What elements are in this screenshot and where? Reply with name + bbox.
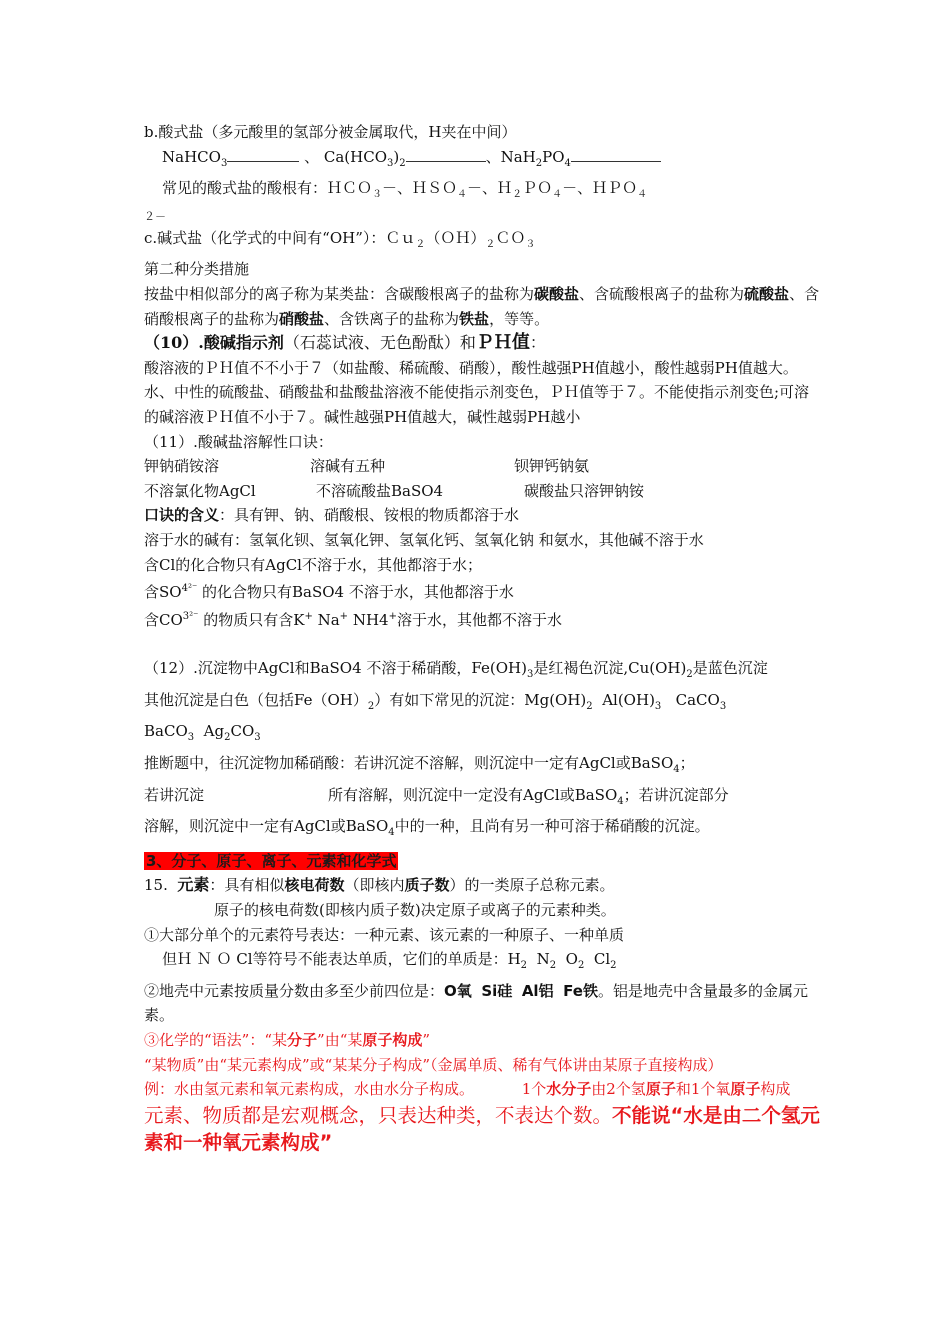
sub: 2 bbox=[577, 960, 585, 972]
sub: 3 bbox=[654, 700, 662, 712]
text: －、Ｈ bbox=[467, 179, 513, 198]
ph-paragraph bbox=[144, 356, 824, 430]
text: NH4 bbox=[348, 610, 389, 629]
element-symbol-exception bbox=[144, 947, 824, 979]
text: 由2个氢 bbox=[591, 1080, 646, 1099]
bold-term: 原子 bbox=[730, 1080, 761, 1099]
crust-elements bbox=[144, 979, 824, 1028]
text: 例：水由氢元素和氧元素构成，水由水分子构成。 bbox=[144, 1080, 475, 1099]
bold-term: 质子数 bbox=[404, 876, 450, 895]
formula: 、NaH bbox=[485, 147, 536, 166]
text: O bbox=[565, 950, 578, 969]
grammar-line bbox=[144, 1028, 824, 1053]
sup: 4²⁻ bbox=[181, 583, 198, 595]
text: 所有溶解，则沉淀中一定没有AgCl或BaSO bbox=[328, 785, 618, 804]
text: N bbox=[536, 950, 550, 969]
text: 常见的酸式盐的酸根有： bbox=[162, 179, 328, 198]
text: CaCO bbox=[675, 690, 720, 709]
bold-term: 口诀的含义 bbox=[144, 506, 220, 525]
text: 含Cl的化合物只有AgCl不溶于水，其他都溶于水； bbox=[144, 555, 482, 574]
sub: 4 bbox=[388, 827, 395, 839]
soluble-bases bbox=[144, 528, 824, 553]
text: 1个 bbox=[521, 1080, 547, 1099]
text: 、含硝酸根离子的盐称为 bbox=[144, 284, 820, 328]
bold-term: Fe铁 bbox=[563, 981, 598, 1000]
sub: ２ bbox=[512, 189, 523, 201]
indicator-heading bbox=[144, 331, 824, 356]
text: 、含硫酸根离子的盐称为 bbox=[579, 284, 745, 303]
bold-term: 硫酸盐 bbox=[744, 284, 790, 303]
sub: ４ bbox=[552, 189, 563, 201]
precipitate-heading bbox=[144, 656, 824, 688]
rhyme: 钡钾钙钠氨 bbox=[514, 457, 590, 476]
text: 。铝是地壳中含量最多的金属元素。 bbox=[144, 981, 808, 1025]
text: ” bbox=[422, 1031, 431, 1049]
acid-radicals-wrap bbox=[144, 208, 824, 226]
text: －、ＨＰＯ bbox=[562, 179, 638, 198]
formula: 、 Ca(HCO bbox=[304, 147, 387, 166]
sub: 2 bbox=[520, 960, 528, 972]
bold-term: 酸碱指示剂 bbox=[203, 333, 284, 353]
text: ）的一类原子总称元素。 bbox=[449, 876, 615, 895]
inference-line-1 bbox=[144, 751, 824, 783]
text: 推断题中，往沉淀物加稀硝酸：若讲沉淀不溶解，则沉淀中一定有AgCl或BaSO bbox=[144, 754, 674, 773]
document-page bbox=[144, 120, 824, 1156]
sub: ３ bbox=[372, 189, 383, 201]
bold-term: 硝酸盐 bbox=[279, 309, 325, 328]
bold-term: 原子 bbox=[645, 1080, 676, 1099]
text: ，等等。 bbox=[489, 309, 550, 328]
sub: 3 bbox=[387, 157, 394, 169]
rhyme: 钾钠硝铵溶 bbox=[144, 457, 220, 476]
sub: 4 bbox=[564, 157, 571, 169]
sub: ２ bbox=[415, 238, 426, 250]
rhyme-row-2 bbox=[144, 479, 824, 504]
text: 溶解，则沉淀中一定有AgCl或BaSO bbox=[144, 817, 389, 836]
text: 含CO bbox=[144, 610, 183, 629]
text: ＣＯ bbox=[495, 228, 526, 247]
text: Al(OH) bbox=[602, 690, 655, 709]
text: ： bbox=[529, 333, 546, 353]
acid-salt-formulas bbox=[144, 145, 824, 177]
blank-line bbox=[571, 147, 661, 162]
text: ①大部分单个的元素符号表达：一种元素、该元素的一种原子、一种单质 bbox=[144, 925, 625, 944]
macro-concept-note bbox=[144, 1102, 824, 1156]
blank-line bbox=[227, 147, 299, 162]
text: （11）.酸碱盐溶解性口诀： bbox=[144, 432, 333, 451]
text: ＰＯ bbox=[522, 179, 553, 198]
rhyme: 碳酸盐只溶钾钠铵 bbox=[524, 481, 645, 500]
acid-radicals-line bbox=[144, 176, 824, 208]
bold-term: Si硅 bbox=[481, 981, 513, 1000]
text: Cl bbox=[593, 950, 611, 969]
inference-line-2 bbox=[144, 783, 824, 815]
sub: 3 bbox=[719, 700, 727, 712]
text: 是蓝色沉淀 bbox=[692, 659, 768, 678]
text: Ag bbox=[203, 722, 225, 741]
text: 的化合物只有BaSO4 不溶于水，其他都溶于水 bbox=[202, 583, 514, 602]
text: ”由“某 bbox=[317, 1031, 363, 1049]
sub: 3 bbox=[526, 669, 534, 681]
sub: ４ bbox=[637, 189, 648, 201]
sup: + bbox=[304, 610, 313, 622]
sub: 4 bbox=[673, 764, 680, 776]
basic-salt-line bbox=[144, 226, 824, 258]
rhyme: 不溶氯化物AgCl bbox=[144, 481, 256, 500]
text: c.碱式盐（化学式的中间有“OH”）：Ｃｕ bbox=[144, 228, 416, 247]
bold-term: 水分子 bbox=[546, 1080, 592, 1099]
text: 、含铁离子的盐称为 bbox=[324, 309, 460, 328]
sup: + bbox=[388, 610, 397, 622]
sub: 2 bbox=[610, 960, 617, 972]
text: 含SO bbox=[144, 583, 182, 602]
text: 按盐中相似部分的离子称为某类盐：含碳酸根离子的盐称为 bbox=[144, 284, 535, 303]
sub: 2 bbox=[367, 700, 375, 712]
sub: 3 bbox=[254, 732, 261, 744]
text: 中的一种，且尚有另一种可溶于稀硝酸的沉淀。 bbox=[394, 817, 710, 836]
text: 是红褐色沉淀,Cu(OH) bbox=[533, 659, 687, 678]
text: 元素、物质都是宏观概念，只表达种类，不表达个数。 bbox=[144, 1103, 613, 1127]
text: ②地壳中元素按质量分数由多至少前四位是： bbox=[144, 981, 445, 1000]
sub: ２ bbox=[485, 238, 496, 250]
sub: ３ bbox=[525, 238, 536, 250]
inference-line-3 bbox=[144, 814, 824, 846]
formula: ) bbox=[393, 147, 400, 166]
element-definition bbox=[144, 873, 824, 898]
text: 和1个氧 bbox=[675, 1080, 731, 1099]
text: ）有如下常见的沉淀：Mg(OH) bbox=[374, 690, 587, 709]
text: 第二种分类措施 bbox=[144, 260, 250, 279]
number: （10）. bbox=[144, 333, 204, 353]
sulfate-rule bbox=[144, 577, 824, 605]
rhyme-row-1 bbox=[144, 454, 824, 479]
text: 的物质只有含K bbox=[203, 610, 305, 629]
text: （即核内 bbox=[344, 876, 405, 895]
bold-term: ＰＨ值 bbox=[475, 332, 530, 354]
acid-salt-heading bbox=[144, 120, 824, 145]
white-precipitates-cont bbox=[144, 719, 824, 751]
sub: 3 bbox=[220, 157, 228, 169]
text: －、ＨＳＯ bbox=[382, 179, 458, 198]
highlighted-heading: 3、分子、原子、离子、元素和化学式 bbox=[146, 851, 397, 870]
text: ＨＣＯ bbox=[327, 179, 373, 198]
text: （ＯＨ） bbox=[425, 228, 486, 247]
number: 15. bbox=[144, 876, 168, 895]
formula: NaHCO bbox=[162, 147, 221, 166]
second-classification-heading bbox=[144, 257, 824, 282]
text: 若讲沉淀 bbox=[144, 785, 205, 804]
sub: 3 bbox=[187, 732, 195, 744]
text: ； bbox=[679, 754, 695, 773]
text: 其他沉淀是白色（包括Fe（OH） bbox=[144, 690, 368, 709]
nuclear-charge-line bbox=[144, 898, 824, 923]
water-example bbox=[144, 1077, 824, 1102]
spacer bbox=[144, 632, 824, 656]
sub: 2 bbox=[224, 732, 231, 744]
rhyme-meaning bbox=[144, 503, 824, 528]
text: ；若讲沉淀部分 bbox=[623, 785, 729, 804]
text: 但Ｈ Ｎ Ｏ Cl等符号不能表达单质，它们的单质是：H bbox=[162, 950, 521, 969]
text: “某物质”由“某元素构成”或“某某分子构成”（金属单质、稀有气体讲由某原子直接构成） bbox=[144, 1055, 723, 1074]
salt-classification-paragraph bbox=[144, 282, 824, 331]
chloride-rule bbox=[144, 553, 824, 578]
bold-term: 分子 bbox=[287, 1031, 318, 1049]
text: ２－ bbox=[144, 209, 166, 223]
sub: 4 bbox=[617, 795, 624, 807]
bold-term: 碳酸盐 bbox=[534, 284, 580, 303]
formula: PO bbox=[542, 147, 565, 166]
substance-composition bbox=[144, 1053, 824, 1078]
bold-term: Al铝 bbox=[521, 981, 554, 1000]
solubility-heading bbox=[144, 430, 824, 455]
bold-term: O氧 bbox=[444, 981, 472, 1000]
rhyme: 不溶硫酸盐BaSO4 bbox=[316, 481, 444, 500]
text: 溶于水的碱有：氢氧化钡、氢氧化钾、氢氧化钙、氢氧化钠 和氨水，其他碱不溶于水 bbox=[144, 530, 704, 549]
sup: + bbox=[339, 610, 349, 622]
bold-term: 原子构成 bbox=[362, 1031, 423, 1049]
sup: 3²⁻ bbox=[182, 610, 199, 622]
text: ③化学的“语法”：“某 bbox=[144, 1031, 288, 1049]
blank-line bbox=[406, 147, 486, 162]
text: （12）.沉淀物中AgCl和BaSO4 不溶于稀硝酸，Fe(OH) bbox=[144, 659, 527, 678]
sub: 2 bbox=[399, 157, 406, 169]
rhyme: 溶碱有五种 bbox=[310, 457, 386, 476]
white-precipitates bbox=[144, 688, 824, 720]
sub: 2 bbox=[549, 960, 557, 972]
sub: 2 bbox=[586, 700, 593, 712]
text: 构成 bbox=[760, 1080, 791, 1099]
bold-term: 铁盐 bbox=[459, 309, 490, 328]
bold-term: 核电荷数 bbox=[284, 876, 345, 895]
bold-term: 不能说“水是由二个氢元素和一种氧元素构成” bbox=[144, 1103, 820, 1154]
element-symbol-meaning bbox=[144, 923, 824, 948]
text: b.酸式盐（多元酸里的氢部分被金属取代，H夹在中间） bbox=[144, 123, 517, 141]
text: BaCO bbox=[144, 722, 188, 741]
text: Na bbox=[312, 610, 340, 629]
sub: 2 bbox=[686, 669, 693, 681]
text: CO bbox=[230, 722, 255, 741]
sub: ４ bbox=[457, 189, 468, 201]
text: ：具有相似 bbox=[209, 876, 285, 895]
carbonate-rule bbox=[144, 605, 824, 633]
text: （石蕊试液、无色酚酞）和 bbox=[283, 333, 476, 353]
sub: 2 bbox=[535, 157, 543, 169]
text: 酸溶液的ＰＨ值不不小于７（如盐酸、稀硫酸、硝酸），酸性越强PH值越小，酸性越弱PH值越大。水、中性的硫酸盐、硝酸盐和盐酸盐溶液不能使指示剂变色，ＰＨ值等于７。不能使指示剂变色;可溶的碱溶液ＰＨ值不小于７。碱性越强PH值越大，碱性越弱PH越小 bbox=[144, 358, 810, 426]
text: ：具有钾、钠、硝酸根、铵根的物质都溶于水 bbox=[219, 506, 520, 525]
section-3-heading bbox=[144, 849, 824, 874]
text: 原子的核电荷数(即核内质子数)决定原子或离子的元素种类。 bbox=[214, 901, 616, 920]
bold-term: 元素 bbox=[177, 875, 210, 895]
text: 溶于水，其他都不溶于水 bbox=[396, 610, 562, 629]
